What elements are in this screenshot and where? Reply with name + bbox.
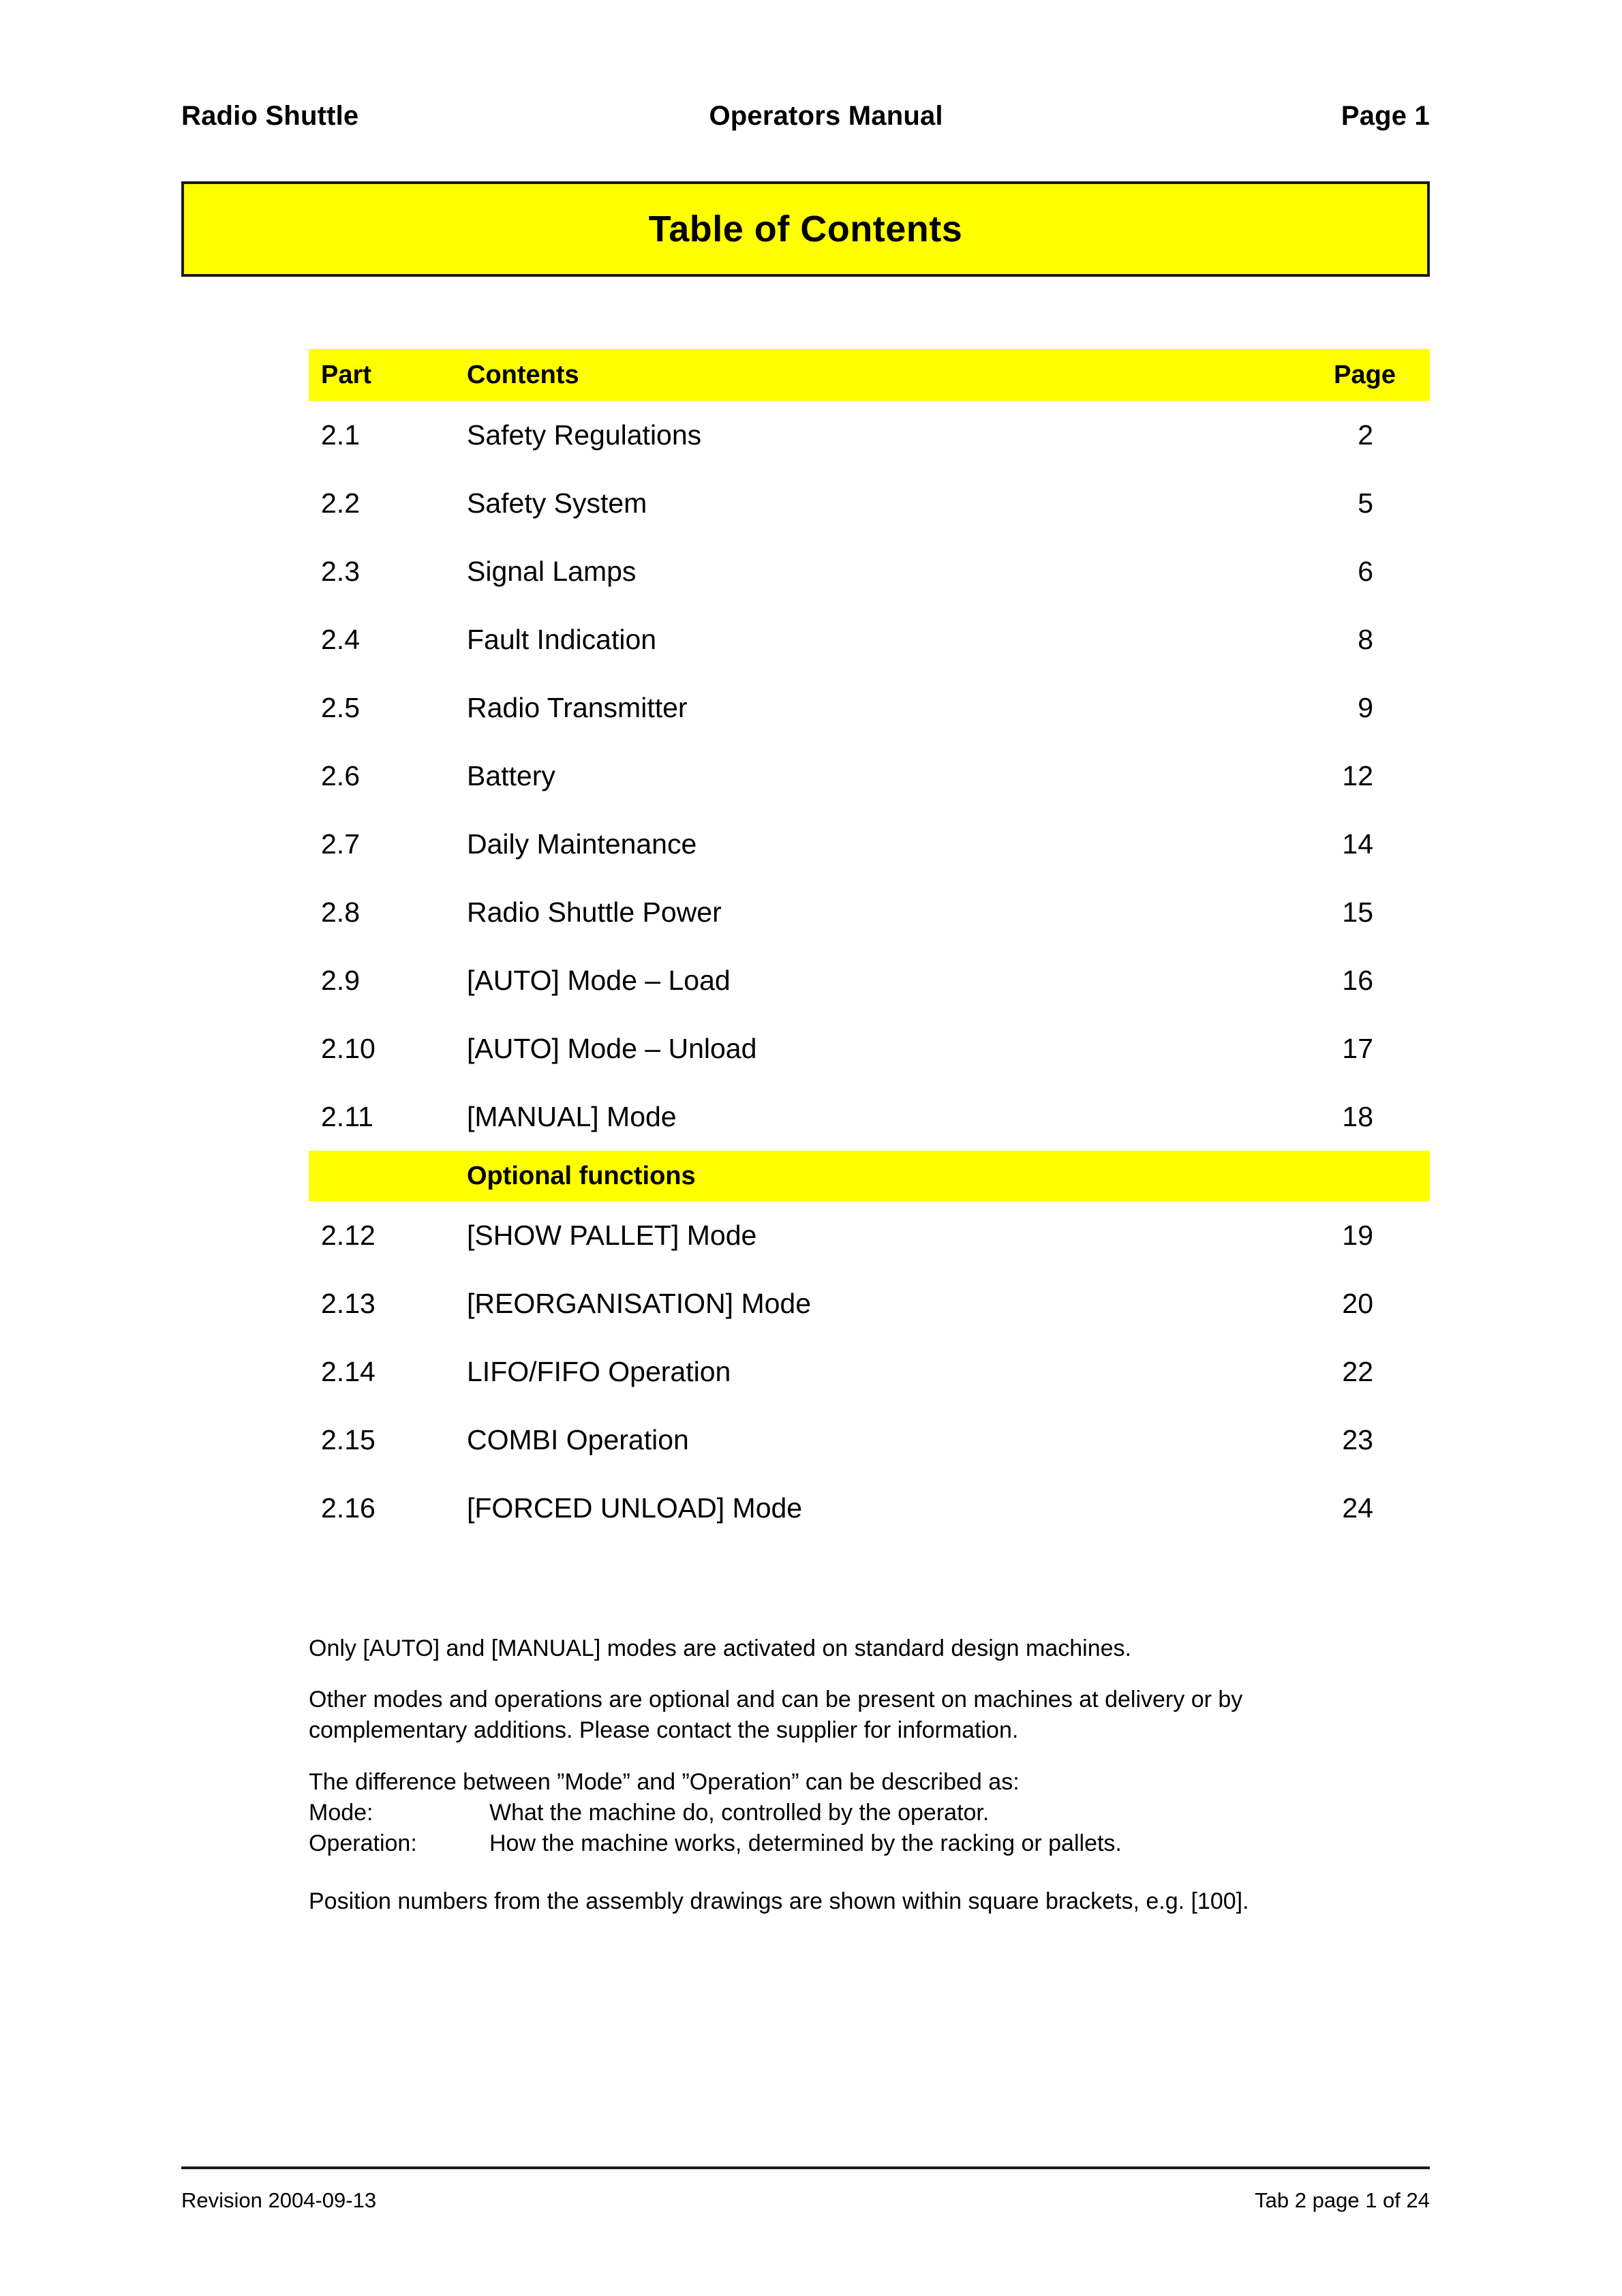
page-title-box bbox=[181, 181, 1430, 277]
definition-mode bbox=[309, 1798, 1399, 1828]
definitions-list bbox=[309, 1798, 1399, 1859]
toc-entry-title: [AUTO] Mode – Load bbox=[467, 964, 731, 996]
toc-page-number: 15 bbox=[1342, 896, 1373, 928]
toc-page-number: 18 bbox=[1342, 1100, 1373, 1132]
toc-column-header-part: Part bbox=[321, 360, 371, 389]
header-manual-title: Operators Manual bbox=[709, 100, 943, 131]
definition-term-operation: Operation: bbox=[309, 1830, 417, 1857]
table-row[interactable] bbox=[309, 537, 1430, 605]
toc-column-header-contents: Contents bbox=[467, 360, 579, 389]
toc-entry-title: Radio Transmitter bbox=[467, 691, 688, 723]
toc-page-number: 6 bbox=[1358, 555, 1373, 587]
table-row[interactable] bbox=[309, 605, 1430, 674]
toc-entry-title: COMBI Operation bbox=[467, 1423, 689, 1455]
note-optional-modes: Other modes and operations are optional and can be present on machines at delivery or by complementary additions. Please contact the supplier for information. bbox=[309, 1687, 1243, 1744]
document-header bbox=[181, 92, 1430, 140]
footer-revision: Revision 2004-09-13 bbox=[181, 2188, 377, 2212]
table-row[interactable] bbox=[309, 1014, 1430, 1083]
toc-entry-title: Safety Regulations bbox=[467, 419, 702, 451]
toc-part-number: 2.12 bbox=[321, 1219, 376, 1251]
table-row[interactable] bbox=[309, 742, 1430, 810]
toc-column-header-page: Page bbox=[1334, 360, 1396, 389]
table-row[interactable] bbox=[309, 878, 1430, 946]
table-row[interactable] bbox=[309, 1083, 1430, 1151]
toc-page-number: 16 bbox=[1342, 964, 1373, 996]
toc-page-number: 5 bbox=[1358, 487, 1373, 519]
note-position-numbers: Position numbers from the assembly drawings are shown within square brackets, e.g. [100]. bbox=[309, 1888, 1249, 1915]
toc-part-number: 2.9 bbox=[321, 964, 360, 996]
table-row[interactable] bbox=[309, 1474, 1430, 1542]
definition-desc-mode: What the machine do, controlled by the operator. bbox=[489, 1799, 990, 1826]
toc-part-number: 2.3 bbox=[321, 555, 360, 587]
toc-entry-title: Signal Lamps bbox=[467, 555, 637, 587]
header-product-name: Radio Shuttle bbox=[181, 100, 359, 131]
table-row[interactable] bbox=[309, 810, 1430, 878]
toc-entry-title: [AUTO] Mode – Unload bbox=[467, 1032, 757, 1064]
toc-part-number: 2.2 bbox=[321, 487, 360, 519]
toc-entry-title: Fault Indication bbox=[467, 623, 657, 655]
table-row[interactable] bbox=[309, 401, 1430, 469]
toc-page-number: 2 bbox=[1358, 419, 1373, 451]
footer-tab-page: Tab 2 page 1 of 24 bbox=[1255, 2188, 1430, 2212]
toc-entry-title: LIFO/FIFO Operation bbox=[467, 1355, 731, 1387]
definition-operation bbox=[309, 1828, 1399, 1859]
toc-part-number: 2.15 bbox=[321, 1423, 376, 1455]
toc-entry-title: [REORGANISATION] Mode bbox=[467, 1287, 812, 1319]
toc-page-number: 14 bbox=[1342, 828, 1373, 860]
toc-page-number: 17 bbox=[1342, 1032, 1373, 1064]
table-row[interactable] bbox=[309, 1338, 1430, 1406]
toc-entry-title: [SHOW PALLET] Mode bbox=[467, 1219, 757, 1251]
toc-page-number: 8 bbox=[1358, 623, 1373, 655]
toc-part-number: 2.4 bbox=[321, 623, 360, 655]
notes-spacer bbox=[309, 1859, 1399, 1886]
toc-entry-title: [FORCED UNLOAD] Mode bbox=[467, 1492, 803, 1524]
toc-page-number: 23 bbox=[1342, 1423, 1373, 1455]
table-row[interactable] bbox=[309, 1269, 1430, 1338]
table-of-contents bbox=[309, 349, 1430, 1542]
toc-part-number: 2.11 bbox=[321, 1100, 373, 1132]
toc-entry-title: [MANUAL] Mode bbox=[467, 1100, 677, 1132]
toc-part-number: 2.13 bbox=[321, 1287, 376, 1319]
toc-page-number: 12 bbox=[1342, 759, 1373, 791]
toc-entry-title: Radio Shuttle Power bbox=[467, 896, 722, 928]
definition-desc-operation: How the machine works, determined by the racking or pallets. bbox=[489, 1830, 1122, 1857]
table-row[interactable] bbox=[309, 469, 1430, 537]
toc-page-number: 22 bbox=[1342, 1355, 1373, 1387]
toc-band-label: Optional functions bbox=[467, 1161, 696, 1190]
footer-divider bbox=[181, 2166, 1430, 2169]
header-page-number: Page 1 bbox=[1341, 100, 1430, 131]
toc-page-number: 9 bbox=[1358, 691, 1373, 723]
table-row[interactable] bbox=[309, 674, 1430, 742]
toc-entry-title: Battery bbox=[467, 759, 555, 791]
notes-section bbox=[309, 1633, 1399, 1938]
toc-part-number: 2.6 bbox=[321, 759, 360, 791]
toc-part-number: 2.10 bbox=[321, 1032, 376, 1064]
toc-header-row bbox=[309, 349, 1430, 401]
note-definitions-intro: The difference between ”Mode” and ”Operation” can be described as: bbox=[309, 1768, 1020, 1795]
note-standard-modes: Only [AUTO] and [MANUAL] modes are activated on standard design machines. bbox=[309, 1635, 1131, 1661]
toc-section-band-optional-functions bbox=[309, 1151, 1430, 1201]
toc-part-number: 2.1 bbox=[321, 419, 360, 451]
toc-entry-title: Daily Maintenance bbox=[467, 828, 697, 860]
toc-part-number: 2.5 bbox=[321, 691, 360, 723]
toc-page-number: 19 bbox=[1342, 1219, 1373, 1251]
page-title: Table of Contents bbox=[648, 209, 963, 250]
table-row[interactable] bbox=[309, 946, 1430, 1014]
toc-part-number: 2.14 bbox=[321, 1355, 376, 1387]
toc-page-number: 20 bbox=[1342, 1287, 1373, 1319]
table-row[interactable] bbox=[309, 1406, 1430, 1474]
toc-part-number: 2.7 bbox=[321, 828, 360, 860]
toc-part-number: 2.16 bbox=[321, 1492, 376, 1524]
definition-term-mode: Mode: bbox=[309, 1799, 373, 1826]
table-row[interactable] bbox=[309, 1201, 1430, 1269]
toc-entry-title: Safety System bbox=[467, 487, 647, 519]
toc-part-number: 2.8 bbox=[321, 896, 360, 928]
toc-page-number: 24 bbox=[1342, 1492, 1373, 1524]
document-footer bbox=[181, 2180, 1430, 2221]
